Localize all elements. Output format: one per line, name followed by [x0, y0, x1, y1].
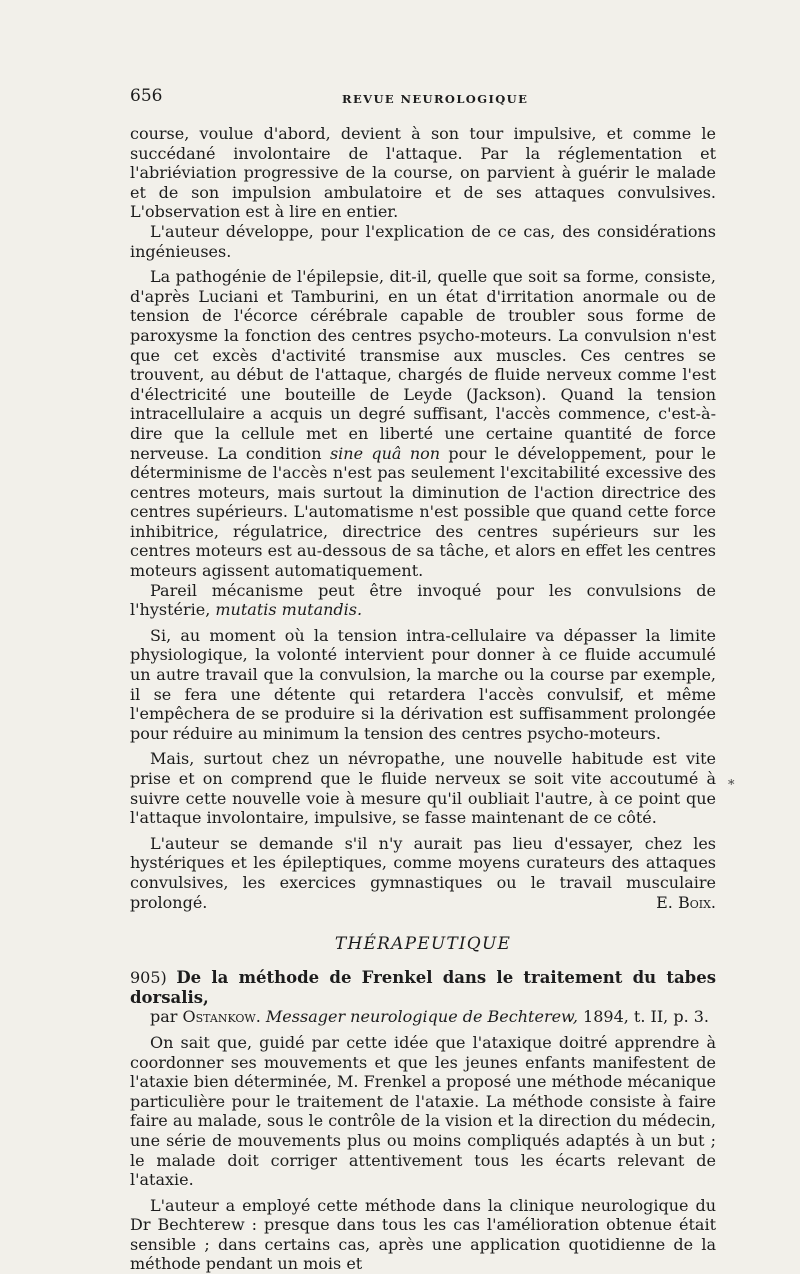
section-title: THÉRAPEUTIQUE	[334, 934, 512, 955]
citation: 1894, t. II, p. 3.	[583, 1007, 710, 1027]
margin-mark: *	[728, 778, 735, 793]
review-paragraph	[130, 267, 716, 581]
article-paragraph: On sait que, guidé par cette idée que l'ataxique doitré apprendre à coordonner ses mouvements et que les jeunes enfants manifestent de l'ataxie bien déterminée, M. Frenkel a proposé une méthode mécanique particulière pour le traitement de l'ataxie. La méthode consiste à faire faire au malade, sous le contrôle de la vision et la direction du médecin, une série de mouvements plus ou moins compliqués adaptés à un but ; le malade doit corriger attentivement tous les écarts relevant de l'ataxie.	[130, 1032, 716, 1190]
page-body	[130, 124, 716, 1274]
paragraph-text: L'auteur se demande s'il n'y aurait pas lieu d'essayer, chez les hystériques et les épileptiques, comme moyens curateurs des attaques convulsives, les exercices gymnastiques ou le travail musculaire prolongé.	[130, 833, 716, 912]
article-author: Ostankow.	[182, 1007, 261, 1027]
article-title: De la méthode de Frenkel dans le traitement du tabes dorsalis,	[130, 968, 717, 1007]
article-number: 905)	[130, 968, 167, 988]
ref-prefix: par	[150, 1007, 178, 1027]
author-signature: E. Boix.	[656, 892, 716, 912]
paragraph-text: La pathogénie de l'épilepsie, dit-il, quelle que soit sa forme, consiste, d'après Luciani et Tamburini, en un état d'irritation anormale ou de tension de l'écorce cérébrale capable de troubler sous forme de paroxysme la fonction des centres psycho-moteurs. La convulsion n'est que cet excès d'activité transmise aux muscles. Ces centres se trouvent, au début de l'attaque, chargés de fluide nerveux comme l'est d'électricité une bouteille de Leyde (Jackson). Quand la tension intracellulaire a acquis un degré suffisant, l'accès commence, c'est-à-dire que la cellule met en liberté une certaine quantité de force nerveuse. La condition	[130, 267, 716, 463]
journal-name: Messager neurologique de Bechterew,	[265, 1007, 578, 1027]
article-reference	[130, 1007, 716, 1027]
paragraph-text: pour le développement, pour le déterminisme de l'accès n'est pas seulement l'excitabilité excessive des centres moteurs, mais surtout la diminution de l'action directrice des centres supérieurs. L'automatisme n'est possible que quand cette force inhibitrice, régulatrice, directrice des centres supérieurs sur les centres moteurs est au-dessous de sa tâche, et alors en effet les centres moteurs agissent automatiquement.	[130, 443, 716, 581]
review-paragraph	[130, 581, 716, 620]
article-paragraph: L'auteur a employé cette méthode dans la clinique neurologique du Dr Bechterew : presque dans tous les cas l'amélioration obtenue était sensible ; dans certains cas, après une application quotidienne de la méthode pendant un mois et	[130, 1195, 716, 1274]
review-paragraph: L'auteur développe, pour l'explication de ce cas, des considérations ingénieuses.	[130, 221, 716, 261]
page-header	[130, 86, 716, 112]
running-title: REVUE NEUROLOGIQUE	[342, 92, 529, 106]
latin-phrase: mutatis mutandis.	[215, 600, 363, 620]
article-heading	[130, 968, 716, 1007]
review-paragraph: course, voulue d'abord, devient à son tour impulsive, et comme le succédané involontaire de l'attaque. Par la réglementation et l'abriéviation progressive de la course, on parvient à guérir le malade et de son impulsion ambulatoire et de ses attaques convulsives. L'observation est à lire en entier.	[130, 124, 716, 222]
review-paragraph	[130, 834, 716, 912]
review-paragraph: Si, au moment où la tension intra-cellulaire va dépasser la limite physiologique, la volonté intervient pour donner à ce fluide accumulé un autre travail que la convulsion, la marche ou la course par exemple, il se fera une détente qui retardera l'accès convulsif, et même l'empêchera de se produire si la dérivation est suffisamment prolongée pour réduire au minimum la tension des centres psycho-moteurs.	[130, 625, 716, 743]
latin-phrase: sine quâ non	[329, 443, 441, 463]
paragraph-text: Pareil mécanisme peut être invoqué pour les convulsions de l'hystérie,	[130, 580, 716, 620]
review-paragraph: Mais, surtout chez un névropathe, une nouvelle habitude est vite prise et on comprend que le fluide nerveux se soit vite accoutumé à suivre cette nouvelle voie à mesure qu'il oubliait l'autre, à ce point que l'attaque involontaire, impulsive, se fasse maintenant de ce côté.	[130, 749, 716, 828]
page-number: 656	[130, 86, 163, 106]
